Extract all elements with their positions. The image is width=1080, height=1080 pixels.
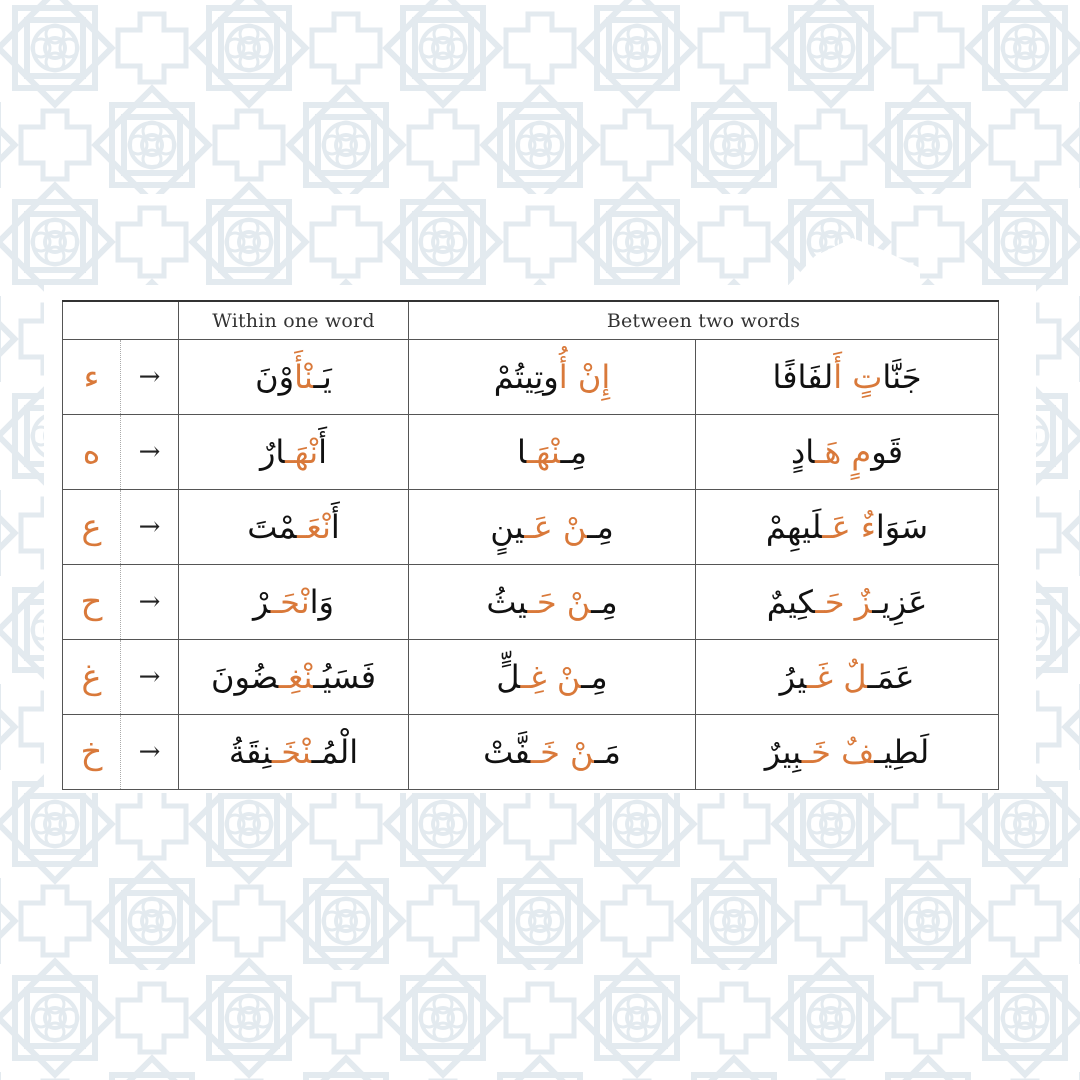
table-row — [63, 640, 999, 715]
header-between-two-words: Between two words — [409, 301, 999, 340]
arrow-icon: → — [121, 640, 179, 715]
throat-letter: ه — [63, 415, 121, 490]
word-segment: مِـ — [587, 508, 614, 546]
example-between-words-a — [409, 490, 696, 565]
example-within-word — [179, 415, 409, 490]
word-segment: رْ — [253, 583, 271, 621]
word-segment: مَـ — [594, 733, 621, 771]
word-segment: الْمُـ — [311, 733, 359, 771]
highlighted-segment: زٌ حَـ — [815, 583, 873, 621]
word-segment: وتِيتُمْ — [493, 358, 559, 396]
example-between-words-b — [696, 490, 999, 565]
arrow-icon: → — [121, 340, 179, 415]
word-segment: مِـ — [581, 658, 608, 696]
highlighted-segment: ءٌ عَـ — [822, 508, 876, 546]
word-segment: بِيرٌ — [764, 733, 802, 771]
highlighted-segment: فٌ خَـ — [801, 733, 875, 771]
arrow-icon: → — [121, 565, 179, 640]
word-segment: عَمَـ — [867, 658, 915, 696]
word-segment: لفَافًا — [772, 358, 834, 396]
word-segment: ارٌ — [259, 433, 286, 471]
example-between-words-a — [409, 415, 696, 490]
word-segment: ا — [516, 433, 527, 471]
header-blank — [63, 301, 179, 340]
header-within-one-word: Within one word — [179, 301, 409, 340]
throat-letter: خ — [63, 715, 121, 790]
example-between-words-a — [409, 640, 696, 715]
example-between-words-b — [696, 565, 999, 640]
throat-letter: ع — [63, 490, 121, 565]
highlighted-segment: نْ حَـ — [527, 583, 592, 621]
word-segment: وْنَ — [255, 358, 295, 396]
word-segment: يرُ — [779, 658, 807, 696]
highlighted-segment: تٍ أَ — [833, 358, 883, 396]
example-between-words-a — [409, 565, 696, 640]
word-segment: وَا — [309, 583, 334, 621]
word-segment: عَزِيـ — [872, 583, 928, 621]
highlighted-segment: نْحَـ — [270, 583, 310, 621]
example-between-words-a — [409, 715, 696, 790]
word-segment: يثُ — [486, 583, 528, 621]
highlighted-segment: مٍ هَـ — [814, 433, 872, 471]
header-row — [63, 301, 999, 340]
word-segment: مِـ — [591, 583, 618, 621]
word-segment: جَنَّا — [882, 358, 922, 396]
highlighted-segment: نْأَ — [294, 358, 314, 396]
highlighted-segment: لٌ غَـ — [806, 658, 868, 696]
example-within-word — [179, 715, 409, 790]
word-segment: نِقَةُ — [228, 733, 272, 771]
word-segment: مِـ — [560, 433, 588, 471]
example-between-words-b — [696, 715, 999, 790]
highlighted-segment: إِنْ أُ — [558, 358, 611, 396]
throat-letter: ء — [63, 340, 121, 415]
word-segment: ضُونَ — [210, 658, 279, 696]
highlighted-segment: نْغِـ — [278, 658, 314, 696]
word-segment: قَو — [871, 433, 904, 471]
word-segment: ادٍ — [790, 433, 815, 471]
arrow-icon: → — [121, 415, 179, 490]
example-within-word — [179, 490, 409, 565]
example-between-words-b — [696, 415, 999, 490]
highlighted-segment: نْ عَـ — [524, 508, 588, 546]
example-within-word — [179, 640, 409, 715]
table-row — [63, 565, 999, 640]
word-segment: لَيهِمْ — [765, 508, 823, 546]
word-segment: لَطِيـ — [874, 733, 930, 771]
highlighted-segment: نْهَـ — [285, 433, 319, 471]
word-segment: فَّتْ — [483, 733, 531, 771]
word-segment: أَ — [318, 433, 328, 471]
word-segment: كِيمٌ — [766, 583, 816, 621]
example-between-words-b — [696, 640, 999, 715]
table-row — [63, 715, 999, 790]
throat-letter: ح — [63, 565, 121, 640]
table-row — [63, 490, 999, 565]
word-segment: يَـ — [313, 358, 332, 396]
ikhfa-halqi-table — [62, 300, 999, 790]
highlighted-segment: نْ غِـ — [520, 658, 582, 696]
highlighted-segment: نْ خَـ — [530, 733, 595, 771]
arrow-icon: → — [121, 490, 179, 565]
highlighted-segment: نْهَـ — [526, 433, 561, 471]
word-segment: أَ — [330, 508, 340, 546]
arrow-icon: → — [121, 715, 179, 790]
word-segment: سَوَا — [875, 508, 929, 546]
highlighted-segment: نْخَـ — [271, 733, 312, 771]
word-segment: فَسَيُـ — [313, 658, 377, 696]
word-segment: مْتَ — [247, 508, 298, 546]
table-row — [63, 340, 999, 415]
example-between-words-b — [696, 340, 999, 415]
example-within-word — [179, 340, 409, 415]
example-within-word — [179, 565, 409, 640]
example-between-words-a — [409, 340, 696, 415]
throat-letter: غ — [63, 640, 121, 715]
highlighted-segment: نْعَـ — [297, 508, 331, 546]
table-row — [63, 415, 999, 490]
word-segment: ينٍ — [490, 508, 525, 546]
word-segment: لٍّ — [496, 658, 521, 696]
